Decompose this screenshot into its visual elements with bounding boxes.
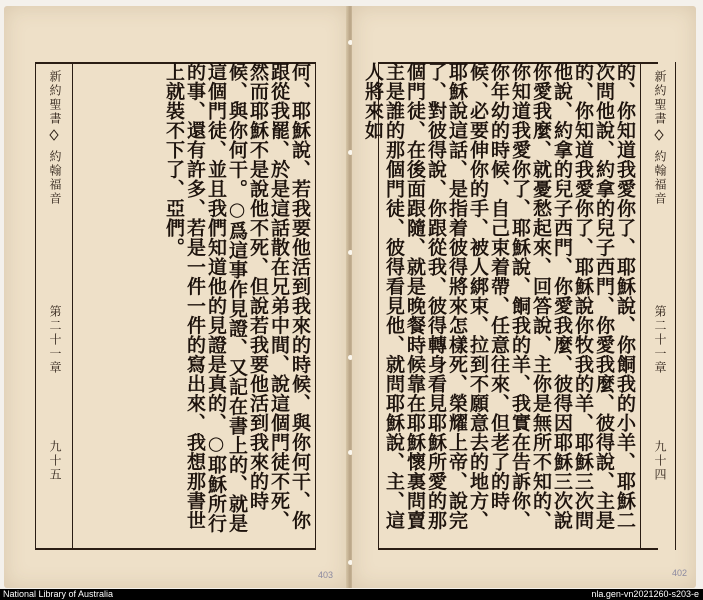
left-book-title: 新約聖書	[48, 70, 62, 126]
right-pencil-mark: 402	[672, 568, 688, 578]
right-gospel-name: 約翰福音	[653, 150, 667, 206]
right-chapter: 第二十一章	[653, 305, 667, 375]
right-page-text: 的、你知道我愛你了、耶穌說、你餇我的小羊、耶穌二次問他說、約拿的兒子西門、你愛我麼、彼得說、主是的、你知道我愛你了、耶穌說你牧我的羊、耶穌三次問他說、約拿的兒子西門、你愛我麼、彼得因耶穌三次說你愛我麼、就憂愁起來、回答說、主你是無所不知的、你知道我愛你了、耶穌說、餇我的羊、我實在告訴你、你年幼的時候、自己束着帶、任意往來、但老了的時候、必要伸你的手、被人綁束、拉到不願意去的地方、耶穌說這話、是指着彼得將來怎樣死、榮耀上帝、說完了、對彼得說、你跟從我、彼得轉身看見耶穌所愛的那個門徒、在後面跟隨、就是晚餐時候靠在耶穌懷裏問賣主是誰的那個門徒、彼得看見他、就問耶穌說、主、這人將來如	[362, 62, 636, 530]
right-book-title: 新約聖書	[653, 70, 667, 126]
library-credit: National Library of Australia	[3, 589, 114, 599]
footer-bar	[0, 589, 703, 600]
left-page-number: 九十五	[48, 440, 62, 482]
left-page-margin-rule	[72, 62, 73, 550]
left-pencil-mark: 403	[318, 570, 334, 580]
left-page-outer-border	[35, 62, 36, 550]
left-ornament-icon	[49, 130, 59, 140]
left-page-text: 何、耶穌說、若我要他活到我來的時候、與你何干、你跟從我罷、於是這話散在兄弟中間、說這個門徒不死、然而耶穌不是說他不死、但說若我要他活到我來的時候、與你何干。○爲這事作見證、又記在書上的、就是這個門徒、並且我們知道他的見證是真的、○耶穌所行的事、還有許多、若是一件一件的寫出來、我想那書世上就裝不下了、亞們。	[163, 62, 311, 533]
right-page-outer-border	[675, 62, 676, 550]
right-page-number: 九十四	[653, 440, 667, 482]
right-ornament-icon	[654, 130, 664, 140]
right-page-margin-rule	[640, 62, 641, 550]
left-page-inner-border	[315, 62, 316, 550]
left-gospel-name: 約翰福音	[48, 150, 62, 206]
item-identifier: nla.gen-vn2021260-s203-e	[591, 589, 699, 599]
left-chapter: 第二十一章	[48, 305, 62, 375]
